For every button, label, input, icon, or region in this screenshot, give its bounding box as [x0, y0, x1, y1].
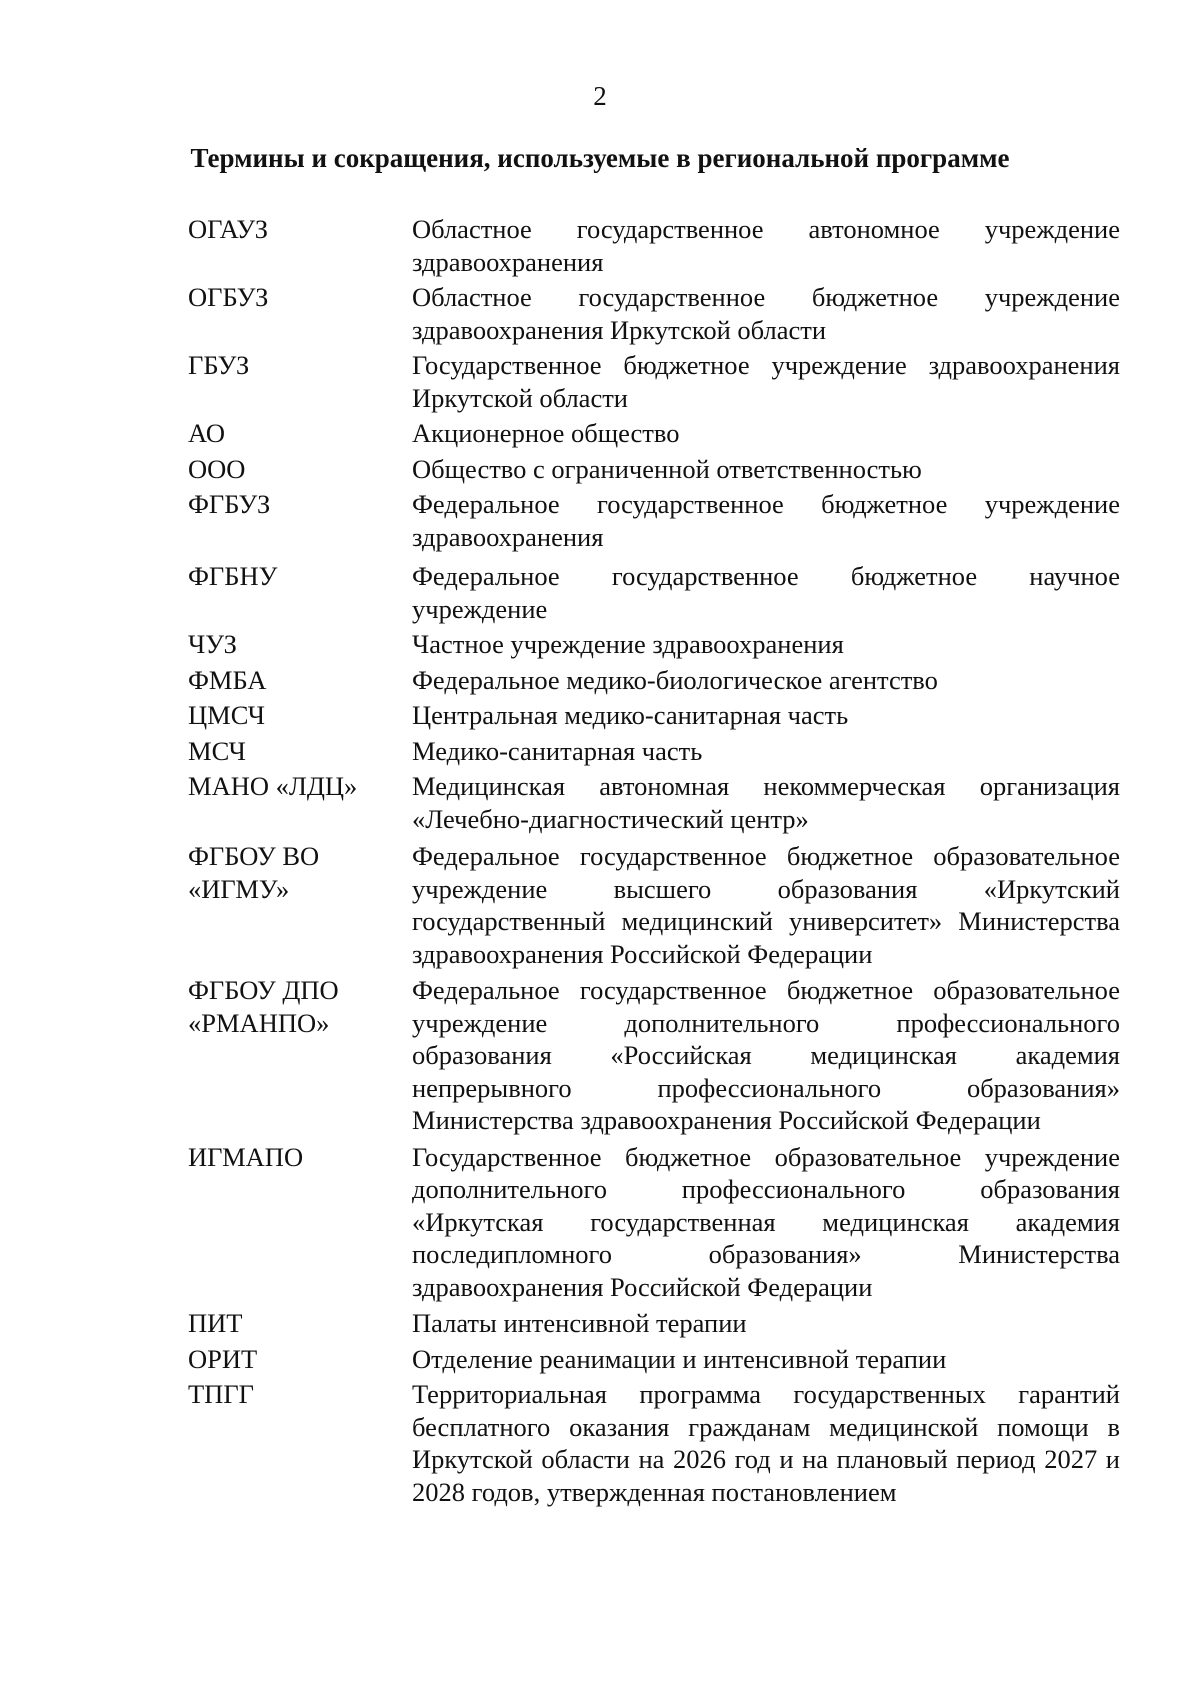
term-abbreviation: ЦМСЧ [188, 700, 265, 730]
term-row [188, 453, 1120, 486]
term-row [188, 1307, 1120, 1340]
term-row [188, 1343, 1120, 1376]
term-abbreviation: ФГБОУ ВО «ИГМУ» [188, 841, 320, 904]
term-abbreviation: ОГБУЗ [188, 282, 269, 312]
term-definition: Областное государственное автономное учреждение здравоохранения [412, 214, 1120, 277]
term-definition: Федеральное государственное бюджетное образовательное учреждение дополнительного профессионального образования «Российская медицинская академия непрерывного профессионального образования» Министерства здравоохранения Российской Федерации [412, 975, 1120, 1135]
term-definition: Федеральное медико-биологическое агентство [412, 664, 938, 695]
term-definition: Частное учреждение здравоохранения [412, 629, 844, 659]
term-definition: Медицинская автономная некоммерческая организация «Лечебно-диагностический центр» [412, 771, 1120, 834]
term-row [188, 488, 1120, 553]
term-abbreviation: ТПГГ [188, 1379, 254, 1409]
term-definition: Медико-санитарная часть [412, 735, 703, 766]
term-row [188, 974, 1120, 1137]
term-row [188, 770, 1120, 835]
term-row [188, 735, 1120, 768]
term-abbreviation: ЧУЗ [188, 629, 237, 659]
term-abbreviation: АО [188, 418, 225, 448]
term-definition: Территориальная программа государственных гарантий бесплатного оказания гражданам медицинской помощи в Иркутской области на 2026 год и на плановый период 2027 и 2028 годов, утвержденная постановлением [412, 1379, 1120, 1507]
term-abbreviation: ФГБОУ ДПО «РМАНПО» [188, 975, 339, 1038]
term-row [188, 628, 1120, 661]
terms-list [188, 213, 1120, 1508]
term-definition: Общество с ограниченной ответственностью [412, 453, 922, 484]
page-title: Термины и сокращения, используемые в региональной программе [190, 143, 1010, 173]
term-definition: Федеральное государственное бюджетное научное учреждение [412, 561, 1120, 624]
term-row [188, 417, 1120, 450]
term-abbreviation: ФГБУЗ [188, 489, 271, 519]
term-abbreviation: ИГМАПО [188, 1141, 304, 1172]
term-definition: Акционерное общество [412, 418, 680, 448]
term-abbreviation: ФГБНУ [188, 561, 278, 591]
term-abbreviation: ОРИТ [188, 1343, 258, 1374]
term-definition: Государственное бюджетное образовательное учреждение дополнительного профессионального образования «Иркутская государственная медицинская академия последипломного образования» Министерства здравоохранения Российской Федерации [412, 1141, 1120, 1302]
term-definition: Федеральное государственное бюджетное учреждение здравоохранения [412, 489, 1120, 552]
term-abbreviation: ОГАУЗ [188, 214, 269, 244]
term-definition: Палаты интенсивной терапии [412, 1308, 747, 1338]
term-row [188, 281, 1120, 346]
term-abbreviation: ООО [188, 453, 246, 484]
term-row [188, 213, 1120, 278]
term-abbreviation: ПИТ [188, 1308, 243, 1338]
term-definition: Областное государственное бюджетное учреждение здравоохранения Иркутской области [412, 282, 1120, 345]
term-row [188, 349, 1120, 414]
term-row [188, 699, 1120, 732]
term-row [188, 1378, 1120, 1508]
page-number: 2 [593, 81, 607, 111]
term-row [188, 1141, 1120, 1304]
term-definition: Отделение реанимации и интенсивной терапии [412, 1343, 947, 1374]
term-row [188, 840, 1120, 970]
term-definition: Государственное бюджетное учреждение здравоохранения Иркутской области [412, 350, 1120, 413]
term-row [188, 560, 1120, 625]
term-definition: Центральная медико-санитарная часть [412, 700, 849, 730]
term-definition: Федеральное государственное бюджетное образовательное учреждение высшего образования «Иркутский государственный медицинский университет» Министерства здравоохранения Российской Федерации [412, 841, 1120, 969]
term-abbreviation: МАНО «ЛДЦ» [188, 771, 358, 801]
term-row [188, 664, 1120, 697]
term-abbreviation: ФМБА [188, 664, 267, 695]
term-abbreviation: МСЧ [188, 735, 246, 766]
term-abbreviation: ГБУЗ [188, 350, 250, 380]
